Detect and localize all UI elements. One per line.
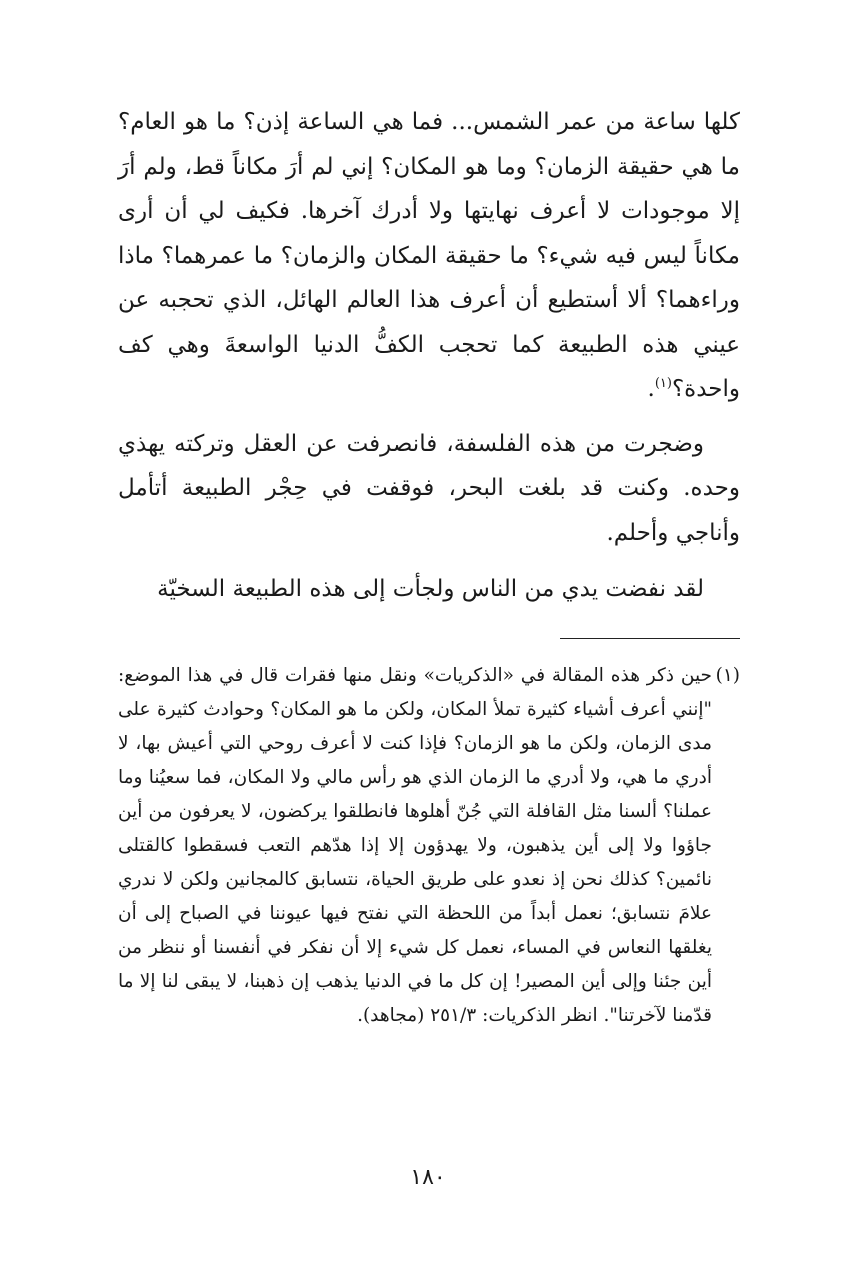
book-page (118, 100, 740, 1033)
paragraph-2: وضجرت من هذه الفلسفة، فانصرفت عن العقل وتركته يهذي وحده. وكنت قد بلغت البحر، فوقفت في حِجْر الطبيعة أتأمل وأناجي وأحلم. (118, 430, 740, 546)
footnote-text: حين ذكر هذه المقالة في «الذكريات» ونقل منها فقرات قال في هذا الموضع: "إنني أعرف أشياء كثيرة تملأ المكان، ولكن ما هو المكان؟ وحوادث كثيرة على مدى الزمان، ولكن ما هو الزمان؟ فإذا كنت لا أعرف روحي التي أعيش بها، لا أدري ما هي، ولا أدري ما الزمان الذي هو رأس مالي ولا المكان، فما سعيُنا وما عملنا؟ ألسنا مثل القافلة التي جُنّ أهلوها فانطلقوا يركضون، لا يعرفون من أين جاؤوا ولا إلى أين يذهبون، ولا يهدؤون إلا إذا هدّهم التعب فسقطوا كالقتلى نائمين؟ كذلك نحن إذ نعدو على طريق الحياة، نتسابق كالمجانين ولكن لا ندري علامَ نتسابق؛ نعمل أبداً من اللحظة التي نفتح فيها عيوننا في الصباح إلى أن يغلقها النعاس في المساء، نعمل كل شيء إلا أن نفكر في أنفسنا أو ننظر من أين جئنا وإلى أين المصير! إن كل ما في الدنيا يذهب إن ذهبنا، لا يبقى لنا إلا ما قدّمنا لآخرتنا". انظر الذكريات: ٢٥١/٣ (مجاهد). (118, 664, 712, 1026)
footnote-reference: (١) (654, 376, 672, 391)
body-text (118, 100, 740, 612)
footnote-number: (١) (715, 664, 740, 686)
footnote (118, 659, 740, 1033)
paragraph-1 (118, 100, 740, 412)
page-number: ١٨٠ (410, 1165, 446, 1190)
paragraph-3: لقد نفضت يدي من الناس ولجأت إلى هذه الطبيعة السخيّة (157, 576, 704, 602)
paragraph-1-text: كلها ساعة من عمر الشمس... فما هي الساعة إذن؟ ما هو العام؟ ما هي حقيقة الزمان؟ وما هو المكان؟ إني لم أرَ مكاناً قط، ولم أرَ إلا موجودات لا أعرف نهايتها ولا أدرك آخرها. فكيف لي أن أرى مكاناً ليس فيه شيء؟ ما حقيقة المكان والزمان؟ ما عمرهما؟ ماذا وراءهما؟ ألا أستطيع أن أعرف هذا العالم الهائل، الذي تحجبه عن عيني هذه الطبيعة كما تحجب الكفُّ الدنيا الواسعةَ وهي كف واحدة؟ (118, 109, 741, 402)
footnote-divider (560, 638, 740, 639)
footnote-reference-suffix: . (647, 376, 655, 402)
